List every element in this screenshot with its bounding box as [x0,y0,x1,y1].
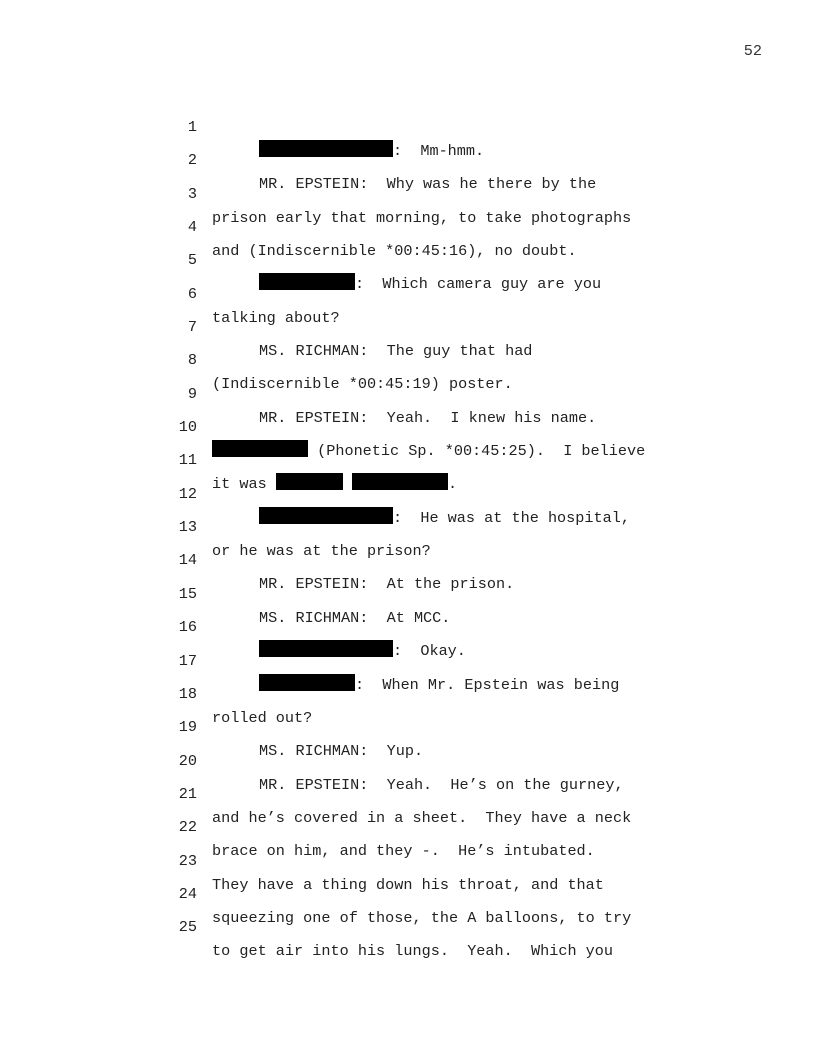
line-number: 19 [178,718,197,737]
line-number: 6 [187,284,197,303]
line-number: 1 [187,118,197,136]
line-number: 5 [187,251,197,270]
transcript-line [0,891,816,961]
line-number: 14 [178,551,197,570]
line-text-after: : Which camera guy are you [355,275,602,294]
transcript-line [0,458,816,527]
transcript-line [0,558,816,627]
line-text: They have a thing down his throat, and that [212,875,604,894]
line-number: 2 [187,151,197,170]
line-number: 25 [178,918,197,937]
line-text: brace on him, and they -. He’s intubated. [212,842,595,861]
line-text: and he’s covered in a sheet. They have a neck [212,808,632,827]
transcript-body [0,91,816,961]
line-number: 4 [187,218,197,237]
line-number: 15 [178,584,197,603]
line-text: rolled out? [212,708,313,727]
line-number: 24 [178,884,197,903]
transcript-line [0,758,816,827]
line-text: MR. EPSTEIN: At the prison. [259,575,515,594]
line-text: MS. RICHMAN: The guy that had [259,342,533,361]
line-text: (Indiscernible *00:45:19) poster. [212,375,513,394]
line-number: 22 [178,818,197,837]
transcript-line [0,91,816,160]
line-number: 8 [187,351,197,370]
line-text: MR. EPSTEIN: Yeah. I knew his name. [259,408,597,427]
transcript-line [0,291,816,361]
line-number: 16 [178,618,197,637]
line-number: 18 [178,684,197,703]
line-text: MS. RICHMAN: Yup. [259,742,424,761]
line-text-after: . [447,475,458,494]
line-number: 3 [187,184,197,203]
transcript-line [0,658,816,727]
transcript-line [0,858,816,927]
line-text: or he was at the prison? [212,542,431,561]
transcript-line [0,358,816,427]
line-number: 9 [187,384,197,403]
line-text-after: : When Mr. Epstein was being [355,675,620,694]
line-number: 7 [187,318,197,337]
line-text: and (Indiscernible *00:45:16), no doubt. [212,242,577,261]
line-text: to get air into his lungs. Yeah. Which you [212,942,614,961]
line-text-after: (Phonetic Sp. *00:45:25). I believe [308,442,646,461]
line-number: 17 [178,651,197,670]
transcript-line [0,224,816,294]
transcript-line [0,324,816,394]
line-text: prison early that morning, to take photographs [212,208,632,227]
transcript-line [0,158,816,227]
line-text: MS. RICHMAN: At MCC. [259,608,451,627]
line-number: 21 [178,784,197,803]
line-number: 23 [178,851,197,870]
page-number: 52 [743,42,762,60]
transcript-line [0,191,816,261]
line-number: 11 [178,451,197,470]
line-text: squeezing one of those, the A balloons, to try [212,908,632,927]
line-text: MR. EPSTEIN: Why was he there by the [259,175,597,194]
line-text: talking about? [212,308,340,327]
line-number: 13 [178,518,197,537]
line-text-before: it was [212,475,276,494]
line-number: 10 [178,418,197,437]
transcript-line [0,258,816,327]
line-text-after: : He was at the hospital, [393,508,630,527]
transcript-line [0,124,816,194]
line-text-after: : Mm-hmm. [393,142,485,160]
line-text-after: : Okay. [393,642,466,661]
line-number: 20 [178,751,197,770]
line-number: 12 [178,484,197,503]
line-text: MR. EPSTEIN: Yeah. He’s on the gurney, [259,775,624,794]
